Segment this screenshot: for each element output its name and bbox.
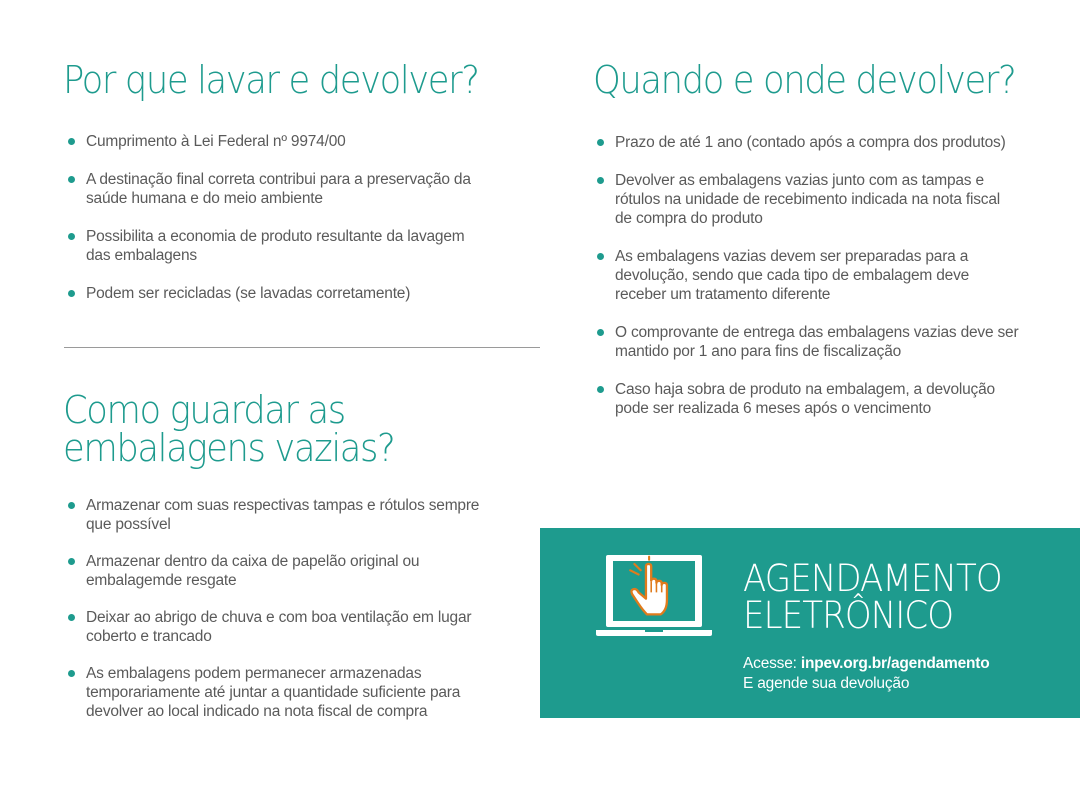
list-item <box>66 552 536 590</box>
list-item <box>66 284 536 303</box>
list-item-line: de compra do produto <box>615 210 763 227</box>
list-item <box>595 133 1065 152</box>
list-item-line: Possibilita a economia de produto resultante da lavagem <box>86 228 465 245</box>
list-item-line: O comprovante de entrega das embalagens vazias deve ser <box>615 324 1019 341</box>
list-item-line: As embalagens podem permanecer armazenadas <box>86 665 422 682</box>
list-item <box>66 608 536 646</box>
list-item <box>595 171 1065 228</box>
list-item-line: As embalagens vazias devem ser preparadas para a <box>615 248 969 265</box>
store-title-line: embalagens vazias? <box>63 426 395 470</box>
list-item-line: Deixar ao abrigo de chuva e com boa ventilação em lugar <box>86 609 472 626</box>
list-item <box>66 132 536 151</box>
list-item-line: A destinação final correta contribui para a preservação da <box>86 171 471 188</box>
access-label: Acesse: <box>743 655 801 672</box>
list-item-line: Armazenar com suas respectivas tampas e rótulos sempre <box>86 497 480 514</box>
banner-access-line <box>743 654 990 674</box>
list-item <box>595 380 1065 418</box>
list-item <box>66 664 536 721</box>
laptop-pointer-hand-icon <box>596 552 716 642</box>
list-item-line: mantido por 1 ano para fins de fiscalização <box>615 343 902 360</box>
list-item-line: devolução, sendo que cada tipo de embalagem deve <box>615 267 970 284</box>
banner-title-line: AGENDAMENTO <box>743 557 1002 600</box>
list-item <box>66 227 536 265</box>
list-item-line: rótulos na unidade de recebimento indicada na nota fiscal <box>615 191 1000 208</box>
list-item-line: que possível <box>86 516 171 533</box>
when-list <box>595 133 1065 418</box>
section-divider <box>64 347 540 348</box>
list-item-line: devolver ao local indicado na nota fiscal de compra <box>86 703 428 720</box>
when-title: Quando e onde devolver? <box>593 58 1016 102</box>
list-item-line: Cumprimento à Lei Federal nº 9974/00 <box>86 133 346 150</box>
list-item-line: embalagemde resgate <box>86 572 237 589</box>
banner-subtitle: E agende sua devolução <box>743 675 910 692</box>
list-item <box>66 170 536 208</box>
store-list <box>66 496 536 721</box>
list-item-line: temporariamente até juntar a quantidade suficiente para <box>86 684 461 701</box>
list-item-line: Caso haja sobra de produto na embalagem, a devolução <box>615 381 995 398</box>
list-item-line: Devolver as embalagens vazias junto com as tampas e <box>615 172 984 189</box>
list-item-line: pode ser realizada 6 meses após o vencimento <box>615 400 932 417</box>
list-item-line: das embalagens <box>86 247 197 264</box>
why-title: Por que lavar e devolver? <box>63 58 479 102</box>
list-item-line: receber um tratamento diferente <box>615 286 831 303</box>
banner-title-line: ELETRÔNICO <box>743 594 954 637</box>
list-item-line: saúde humana e do meio ambiente <box>86 190 323 207</box>
list-item-line: Armazenar dentro da caixa de papelão original ou <box>86 553 420 570</box>
banner-text <box>743 654 990 694</box>
list-item <box>595 323 1065 361</box>
list-item <box>66 496 536 534</box>
store-title-line: Como guardar as <box>63 388 345 432</box>
list-item <box>595 247 1065 304</box>
why-list <box>66 132 536 303</box>
list-item-line: Podem ser recicladas (se lavadas corretamente) <box>86 285 411 302</box>
list-item-line: coberto e trancado <box>86 628 212 645</box>
banner-title <box>743 557 1002 637</box>
scheduling-link[interactable]: inpev.org.br/agendamento <box>800 655 990 672</box>
list-item-line: Prazo de até 1 ano (contado após a compra dos produtos) <box>615 134 1006 151</box>
scheduling-banner <box>540 528 1080 718</box>
store-title <box>63 388 395 470</box>
